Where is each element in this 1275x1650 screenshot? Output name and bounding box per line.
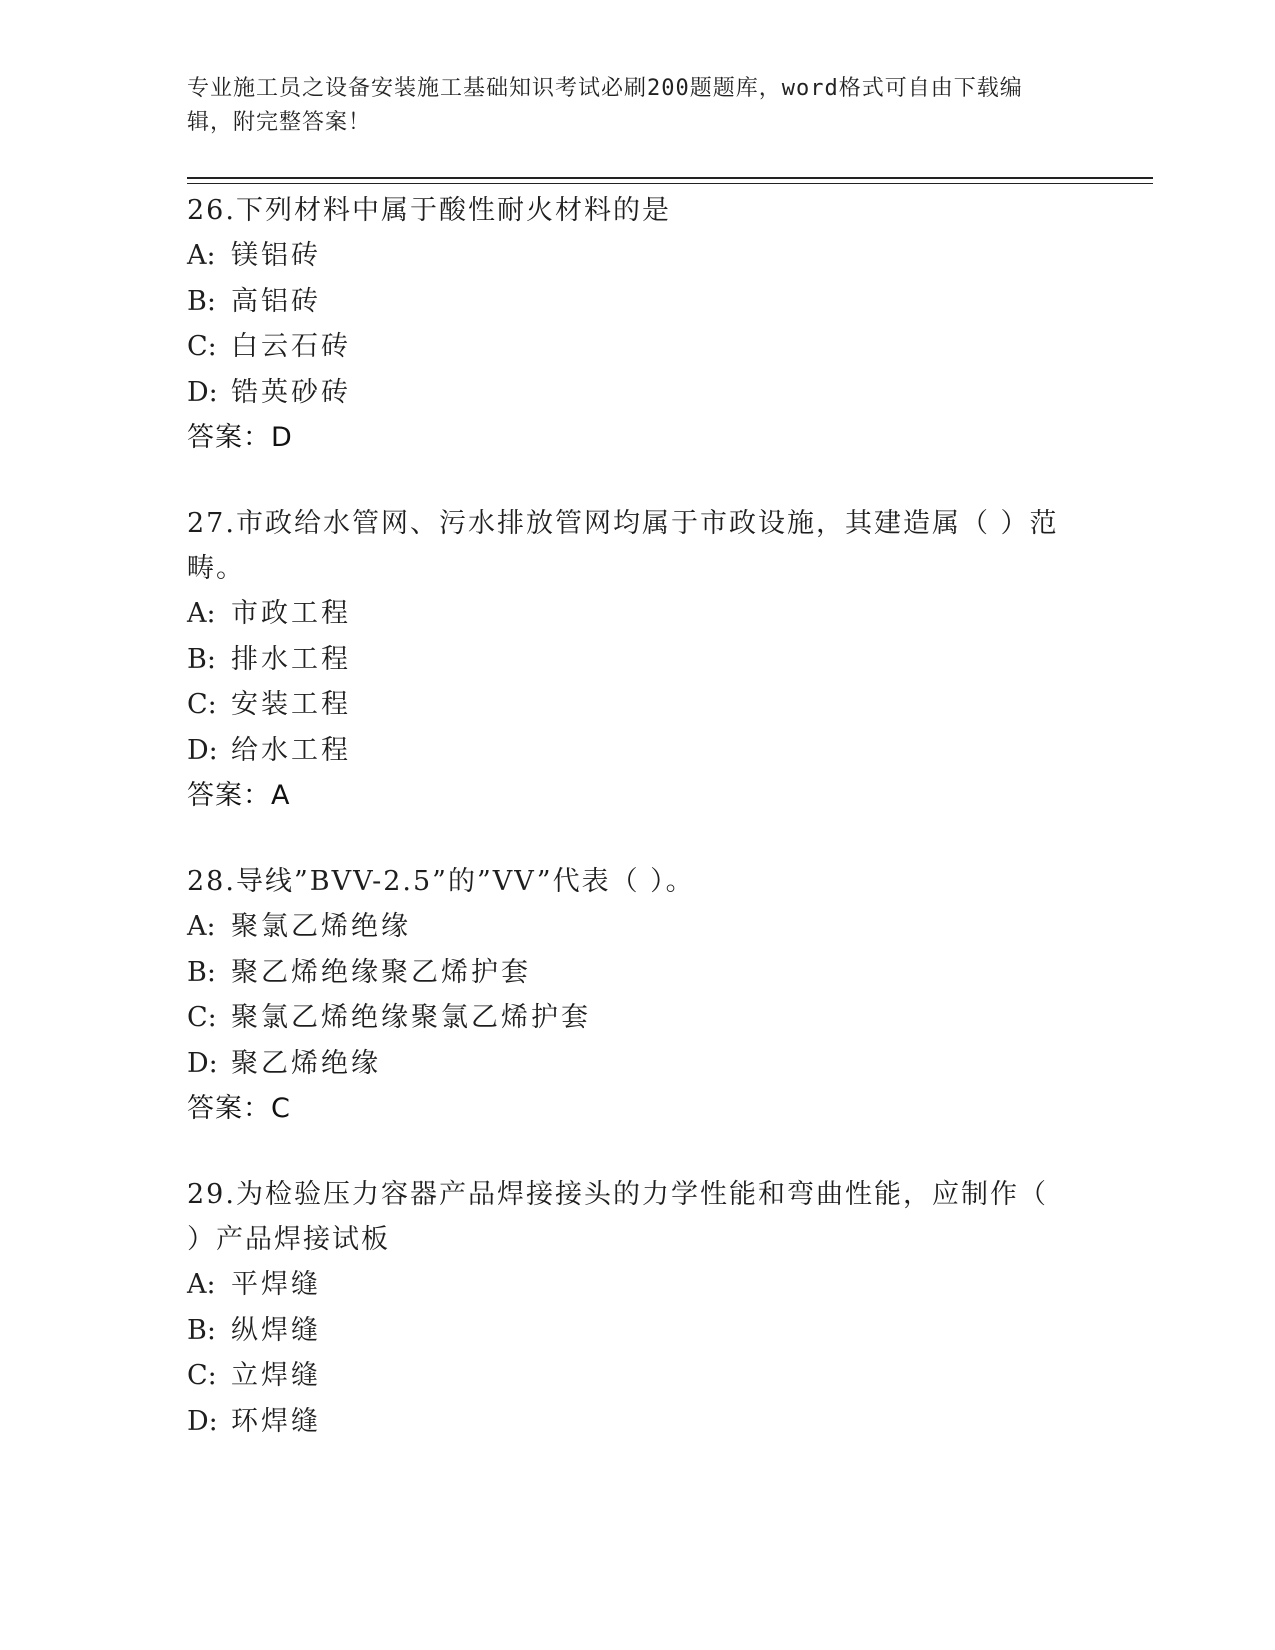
document-header: 专业施工员之设备安装施工基础知识考试必刷200题题库，word格式可自由下载编辑，附完整答案！ bbox=[187, 76, 1023, 135]
question-text bbox=[187, 188, 1067, 233]
answer-line: 答案：C bbox=[187, 1093, 291, 1124]
option-c bbox=[187, 1353, 1067, 1399]
option-key: D: bbox=[187, 376, 218, 408]
option-c bbox=[187, 682, 1067, 728]
option-text: 纵焊缝 bbox=[231, 1314, 321, 1346]
question-text bbox=[187, 1172, 1067, 1262]
option-text: 排水工程 bbox=[231, 643, 351, 675]
option-text: 聚乙烯绝缘 bbox=[231, 1047, 381, 1079]
option-text: 安装工程 bbox=[231, 689, 351, 720]
question-text bbox=[187, 859, 1067, 904]
option-text: 锆英砂砖 bbox=[231, 376, 351, 408]
option-key: C: bbox=[187, 1002, 217, 1033]
option-key: A: bbox=[187, 598, 216, 629]
option-key: B: bbox=[187, 643, 216, 675]
option-d bbox=[187, 370, 1067, 416]
option-text: 立焊缝 bbox=[231, 1360, 321, 1391]
answer-line: 答案：D bbox=[187, 422, 293, 453]
option-a bbox=[187, 233, 1067, 279]
option-a bbox=[187, 591, 1067, 637]
header-divider-thin bbox=[187, 183, 1153, 184]
option-text: 给水工程 bbox=[231, 734, 351, 766]
option-d bbox=[187, 728, 1067, 774]
option-d bbox=[187, 1399, 1067, 1445]
option-text: 聚氯乙烯绝缘聚氯乙烯护套 bbox=[231, 1002, 591, 1033]
option-key: D: bbox=[187, 1047, 218, 1079]
option-key: C: bbox=[187, 331, 217, 362]
option-text: 市政工程 bbox=[231, 598, 351, 629]
header-divider-thick bbox=[187, 177, 1153, 179]
question-28 bbox=[187, 859, 1067, 1132]
option-key: B: bbox=[187, 956, 216, 988]
option-list bbox=[187, 904, 1067, 1086]
question-number: 28. bbox=[187, 866, 236, 897]
option-key: B: bbox=[187, 1314, 216, 1346]
option-text: 聚乙烯绝缘聚乙烯护套 bbox=[231, 956, 531, 988]
question-text bbox=[187, 501, 1067, 591]
question-stem: 为检验压力容器产品焊接接头的力学性能和弯曲性能，应制作（ ）产品焊接试板 bbox=[187, 1179, 1048, 1255]
option-list bbox=[187, 233, 1067, 415]
option-b bbox=[187, 637, 1067, 683]
option-b bbox=[187, 1308, 1067, 1354]
option-key: B: bbox=[187, 285, 216, 317]
option-text: 白云石砖 bbox=[231, 331, 351, 362]
option-d bbox=[187, 1041, 1067, 1087]
option-key: D: bbox=[187, 734, 218, 766]
option-a bbox=[187, 1262, 1067, 1308]
option-key: A: bbox=[187, 240, 216, 271]
question-stem: 导线”BVV-2.5”的”VV”代表（ ）。 bbox=[235, 866, 695, 897]
question-list bbox=[187, 188, 1067, 1484]
option-text: 镁铝砖 bbox=[231, 240, 321, 271]
option-text: 高铝砖 bbox=[231, 285, 321, 317]
question-26 bbox=[187, 188, 1067, 461]
question-number: 27. bbox=[187, 508, 236, 539]
option-key: D: bbox=[187, 1405, 218, 1437]
question-29 bbox=[187, 1172, 1067, 1444]
option-b bbox=[187, 279, 1067, 325]
option-c bbox=[187, 995, 1067, 1041]
option-text: 平焊缝 bbox=[231, 1269, 321, 1300]
option-key: C: bbox=[187, 1360, 217, 1391]
question-number: 29. bbox=[187, 1179, 236, 1210]
option-b bbox=[187, 950, 1067, 996]
option-key: A: bbox=[187, 911, 216, 942]
option-text: 环焊缝 bbox=[231, 1405, 321, 1437]
question-number: 26. bbox=[187, 195, 236, 226]
option-list bbox=[187, 591, 1067, 773]
question-stem: 市政给水管网、污水排放管网均属于市政设施，其建造属（ ）范畴。 bbox=[187, 508, 1059, 584]
option-key: A: bbox=[187, 1269, 216, 1300]
answer-line: 答案：A bbox=[187, 780, 291, 811]
question-stem: 下列材料中属于酸性耐火材料的是 bbox=[235, 195, 671, 226]
option-text: 聚氯乙烯绝缘 bbox=[231, 911, 411, 942]
option-key: C: bbox=[187, 689, 217, 720]
option-c bbox=[187, 324, 1067, 370]
option-list bbox=[187, 1262, 1067, 1444]
option-a bbox=[187, 904, 1067, 950]
question-27 bbox=[187, 501, 1067, 819]
